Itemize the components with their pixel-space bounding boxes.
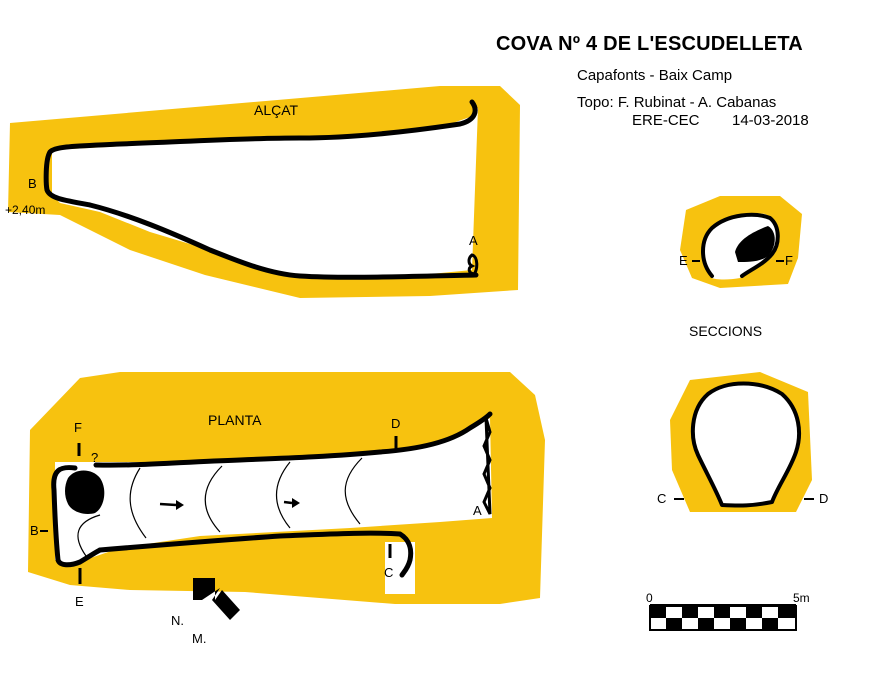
elevation-height-note: +2,40m bbox=[5, 203, 46, 217]
plan-view bbox=[28, 372, 545, 604]
plan-point-a: A bbox=[473, 503, 482, 518]
section-cd-right-label: D bbox=[819, 491, 829, 506]
plan-point-b: B bbox=[30, 523, 39, 538]
group-name: ERE-CEC bbox=[632, 112, 700, 129]
sections-label: SECCIONS bbox=[689, 323, 763, 339]
plan-point-c: C bbox=[384, 565, 394, 580]
plan-point-d: D bbox=[391, 416, 401, 431]
scale-bar bbox=[650, 605, 796, 630]
north-label-n: N. bbox=[171, 613, 184, 628]
plan-label: PLANTA bbox=[208, 412, 262, 428]
section-cd bbox=[670, 372, 814, 512]
plan-block bbox=[65, 471, 104, 514]
elevation-point-b: B bbox=[28, 176, 37, 191]
scale-start-label: 0 bbox=[646, 591, 653, 605]
topo-credits: Topo: F. Rubinat - A. Cabanas bbox=[577, 94, 777, 111]
plan-point-e: E bbox=[75, 594, 84, 609]
cave-title: COVA Nº 4 DE L'ESCUDELLETA bbox=[496, 33, 803, 55]
scale-end-label: 5m bbox=[793, 591, 810, 605]
section-ef bbox=[680, 196, 802, 288]
survey-date: 14-03-2018 bbox=[732, 112, 809, 129]
section-ef-right-label: F bbox=[785, 253, 793, 268]
section-cd-left-label: C bbox=[657, 491, 667, 506]
plan-point-f: F bbox=[74, 420, 82, 435]
north-label-m: M. bbox=[192, 631, 207, 646]
elevation-label: ALÇAT bbox=[254, 102, 299, 118]
section-ef-left-label: E bbox=[679, 253, 688, 268]
elevation-point-a: A bbox=[469, 233, 478, 248]
location-text: Capafonts - Baix Camp bbox=[577, 67, 733, 84]
plan-unknown-mark: ? bbox=[91, 450, 99, 465]
